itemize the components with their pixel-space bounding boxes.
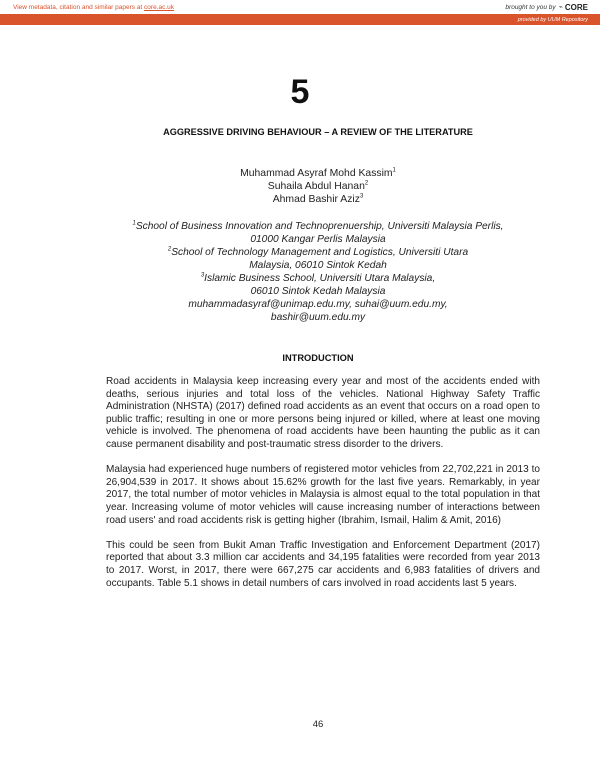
core-logo-text: CORE bbox=[564, 2, 588, 12]
affiliation-3-line-1: $^3$Islamic Business School, Universiti Utara Malaysia, bbox=[200, 272, 436, 284]
author-list bbox=[0, 167, 600, 206]
core-logo-icon: ⌁ bbox=[558, 4, 563, 11]
section-heading: INTRODUCTION bbox=[282, 353, 354, 363]
core-logo[interactable] bbox=[559, 3, 588, 12]
affiliation-2-line-2: Malaysia, 06010 Sintok Kedah bbox=[249, 260, 387, 271]
emails-line-1: muhammadasyraf@unimap.edu.my, suhai@uum.edu.my, bbox=[188, 299, 448, 310]
author-2: Suhaila Abdul Hanan$^2$ bbox=[267, 180, 369, 192]
emails-line-2: bashir@uum.edu.my bbox=[270, 312, 366, 323]
brought-by-text: brought to you by bbox=[505, 3, 556, 11]
core-header-bar bbox=[0, 0, 600, 14]
paragraph-2: Malaysia had experienced huge numbers of registered motor vehicles from 22,702,221 in 2013 to 26,904,539 in 2017. It shows about 15.62% growth for the last five years. Remarkably, in year 2017, the total number of motor vehicles in Malaysia is almost equal to the total population in that year. Increasing volume of motor vehicles will cause increasing number of interactions between road users' and road accidents risk is getting higher (Ibrahim, Ismail, Halim & Amit, 2016) bbox=[106, 464, 540, 526]
affiliation-2-line-1: $^2$School of Technology Management and Logistics, Universiti Utara bbox=[167, 246, 469, 258]
metadata-prefix: View metadata, citation and similar papers at bbox=[13, 3, 145, 11]
paper-title: AGGRESSIVE DRIVING BEHAVIOUR – A REVIEW OF THE LITERATURE bbox=[163, 127, 473, 137]
page-number: 46 bbox=[312, 719, 324, 730]
affiliation-1-line-2: 01000 Kangar Perlis Malaysia bbox=[250, 234, 386, 245]
affiliation-3-line-2: 06010 Sintok Kedah Malaysia bbox=[250, 286, 386, 297]
paragraph-1: Road accidents in Malaysia keep increasing every year and most of the accidents ended with deaths, serious injuries and total loss of the vehicles. National Highway Safety Traffic Administration (NHSTA) (2017) defined road accidents as an event that occurs on a road open to public traffic; resulting in one or more persons being injured or killed, where at least one moving vehicle is involved. The phenomena of road accidents have been haunting the public as it can cause permanent disability and post-traumatic stress disorder to the drivers. bbox=[106, 376, 540, 450]
provided-by-bar bbox=[0, 14, 600, 25]
body-text bbox=[106, 376, 540, 603]
paragraph-3: This could be seen from Bukit Aman Traffic Investigation and Enforcement Department (2017) reported that about 3.3 million car accidents and 34,195 fatalities were recorded from year 2013 to 2017. Worst, in 2017, there were 667,275 car accidents and 6,983 fatalities of drivers and occupants. Table 5.1 shows in detail numbers of cars involved in road accidents last 5 years. bbox=[106, 539, 540, 589]
author-1: Muhammad Asyraf Mohd Kassim$^1$ bbox=[240, 167, 396, 179]
chapter-number: 5 bbox=[290, 73, 310, 111]
affiliations bbox=[0, 220, 600, 324]
author-3: Ahmad Bashir Aziz$^3$ bbox=[272, 193, 364, 205]
affiliation-1-line-1: $^1$School of Business Innovation and Technoprenuership, Universiti Malaysia Perlis, bbox=[132, 220, 504, 232]
brought-by bbox=[505, 3, 600, 12]
metadata-notice bbox=[0, 4, 174, 11]
provided-by-text[interactable]: provided by UUM Repository bbox=[517, 16, 588, 23]
core-link[interactable]: core.ac.uk bbox=[144, 3, 175, 11]
